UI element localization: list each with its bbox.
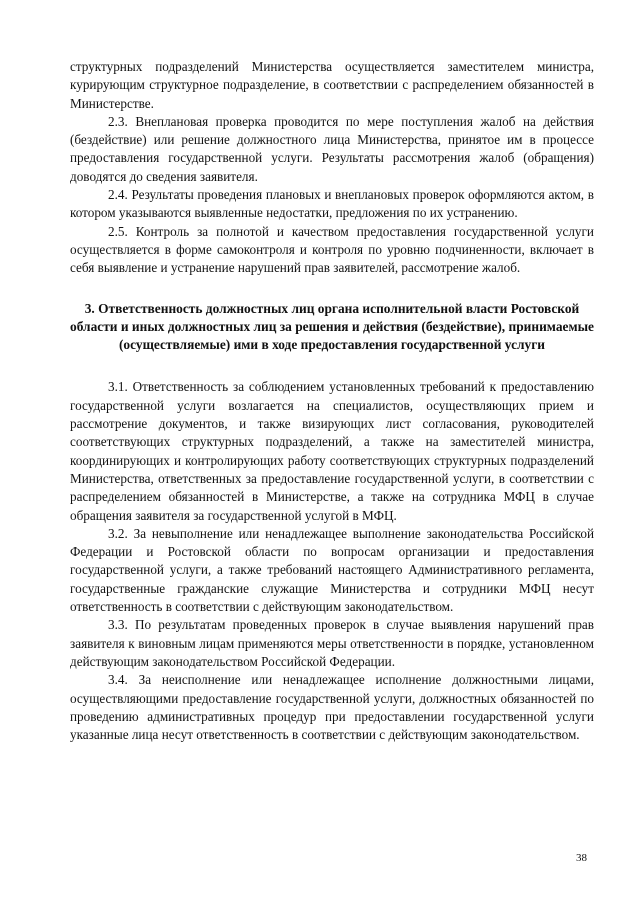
section-3-heading: 3. Ответственность должностных лиц органа исполнительной власти Ростовской области и иных должностных лиц за решения и действия (бездействие), принимаемые (осуществляемые) ими в ходе предоставления государственной услуги [70, 300, 594, 353]
paragraph-3-1: 3.1. Ответственность за соблюдением установленных требований к предоставлению государственной услуги возлагается на специалистов, осуществляющих прием и рассмотрение документов, и также визирующих лист согласования, руководителей соответствующих структурных подразделений, а также на заместителей министра, координирующих и контролирующих работу соответствующих структурных подразделений Министерства, ответственных за предоставление государственной услуги, в соответствии с распределением обязанностей в Министерстве, а также на сотрудника МФЦ в случае обращения заявителя за государственной услугой в МФЦ. [70, 379, 594, 523]
paragraph-3-4: 3.4. За неисполнение или ненадлежащее исполнение должностными лицами, осуществляющими предоставление государственной услуги, должностных обязанностей по проведению административных процедур при предоставлении государственной услуги указанные лица несут ответственность в соответствии с действующим законодательством. [70, 672, 594, 743]
paragraph-2-5: 2.5. Контроль за полнотой и качеством предоставления государственной услуги осуществляется в форме самоконтроля и контроля по уровню подчиненности, включает в себя выявление и устранение нарушений прав заявителей, рассмотрение жалоб. [70, 223, 594, 276]
document-page [70, 58, 594, 744]
paragraph-3-2: 3.2. За невыполнение или ненадлежащее выполнение законодательства Российской Федерации и Ростовской области по вопросам организации и предоставления государственной услуги, а также требований настоящего Административного регламента, государственные гражданские служащие Министерства и сотрудники МФЦ несут ответственность в соответствии с действующим законодательством. [70, 525, 594, 615]
page-number: 38 [576, 852, 587, 864]
paragraph-2-4: 2.4. Результаты проведения плановых и внеплановых проверок оформляются актом, в котором указываются выявленные недостатки, предложения по их устранению. [70, 187, 594, 221]
paragraph-3-3: 3.3. По результатам проведенных проверок в случае выявления нарушений прав заявителя к виновным лицам применяются меры ответственности в порядке, установленном действующим законодательством Российской Федерации. [70, 617, 594, 669]
paragraph-2-3: 2.3. Внеплановая проверка проводится по мере поступления жалоб на действия (бездействие) или решение должностного лица Министерства, принятое им в процессе предоставления государственной услуги. Результаты рассмотрения жалоб (обращения) доводятся до сведения заявителя. [70, 113, 594, 184]
paragraph-continuation: структурных подразделений Министерства осуществляется заместителем министра, курирующим структурное подразделение, в соответствии с распределением обязанностей в Министерстве. [70, 59, 594, 111]
